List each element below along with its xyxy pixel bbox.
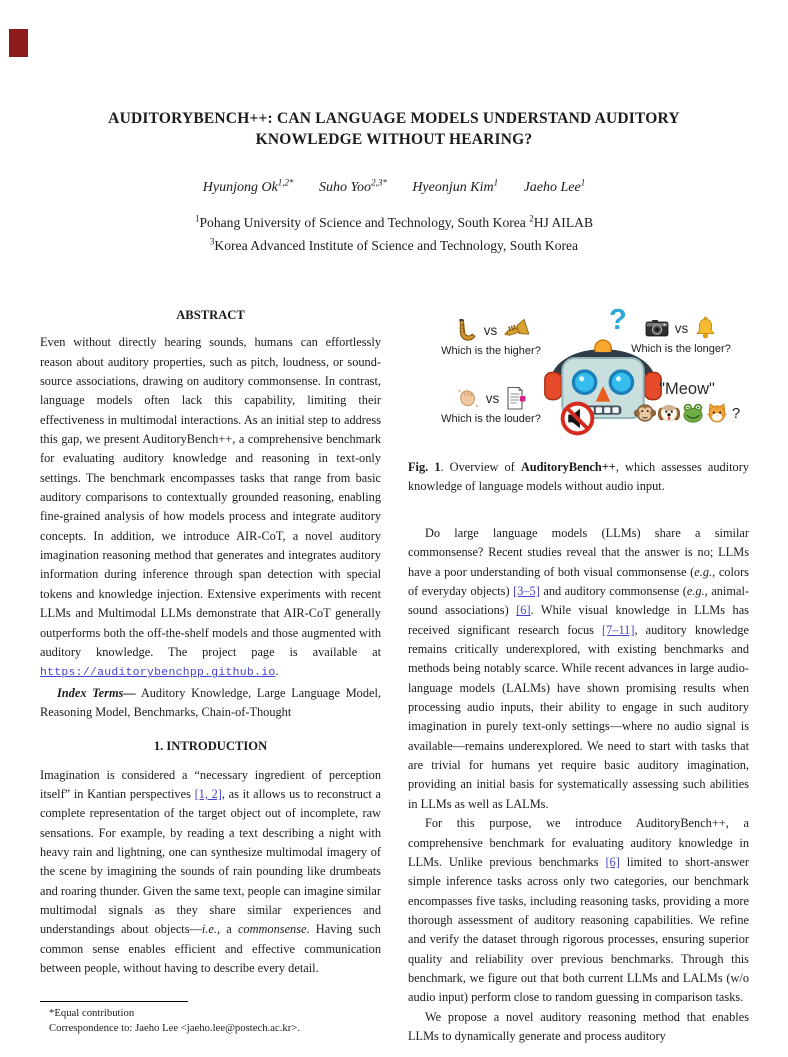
frog-icon [682,402,704,424]
cat-icon [706,402,728,424]
citation-link[interactable]: [1, 2] [194,786,222,801]
body-paragraph: We propose a novel auditory reasoning method that enables LLMs to dynamically generate and process auditory [408,1009,749,1043]
paper-title-line2: KNOWLEDGE WITHOUT HEARING? [255,131,533,148]
citation-link[interactable]: [6] [516,603,531,618]
trumpet-icon [503,318,529,342]
pair-caption: Which is the longer? [631,343,731,355]
author-name: Hyeonjun Kim$^1$ [412,177,499,195]
saxophone-icon [453,318,478,343]
figure-1 [408,302,749,454]
bell-icon [694,316,717,340]
author-name: Suho Yoo$^{2,3*}$ [319,177,387,195]
loudness-comparison-pair [425,384,557,425]
correspondence-email-link[interactable]: <jaeho.lee@postech.ac.kr> [180,1022,298,1034]
abstract-heading: ABSTRACT [176,308,245,322]
paper-title [0,108,788,150]
author-name: Hyunjong $Ok^{1,2*}$ [202,177,294,195]
introduction-heading: 1. INTRODUCTION [153,739,268,754]
affiliation-line: $^1$Pohang University of Science and Technology, South Korea $^2$HJ AILAB [194,213,594,230]
vs-label: vs [483,322,498,338]
footnote-equal-contribution: *Equal contribution [49,1007,135,1019]
affiliations [0,212,788,257]
meow-label: "Meow" [659,380,715,398]
vs-label: vs [485,390,500,406]
affiliation-line: $^3$Korea Advanced Institute of Science and Technology, South Korea [209,235,579,253]
paper-title-line1: AUDITORYBENCH++: CAN LANGUAGE MODELS UNDERSTAND AUDITORY [108,110,680,127]
dog-icon [658,402,680,424]
body-paragraph: For this purpose, we introduce AuditoryBench++, a comprehensive benchmark for evaluating auditory knowledge in LLMs. Unlike previous benchmarks [6] limited to short-answer simple inference tasks across only two categories, our benchmark encompasses five tasks, including reasoning tasks, providing a more thorough assessment of auditory reasoning capabilities. We refine and verify the dataset through rigorous processes, ensuring superior quality and reliability over previous benchmarks. Through this benchmark, we figure out that both current LLMs and LALMs (w/o audio input) perform close to random guessing in comparison tasks. [408,816,749,1005]
animals-question-mark: ? [731,404,741,422]
index-terms: Index Terms— Auditory Knowledge, Large Language Model, Reasoning Model, Benchmarks, Chain-of-Thought [40,685,382,719]
muted-speaker-icon [560,401,595,436]
intro-paragraph: Imagination is considered a “necessary ingredient of perception itself” in Kantian perspectives [1, 2], as it allows us to reconstruct a complete representation of the target object out of incomplete, raw sensations. For example, by reading a text describing a night with heavy rain and lightning, one can synthesize multimodal imagery of the scene by imagining the sounds of rain pounding like drumbeats and roaring thunder. Given the same text, people can imagine similar multimodal signals as they share similar experiences and understandings about objects—i.e., a commonsense. Having such common sense enables efficient and effective communication between people, without having to describe every detail. [40,767,382,975]
author-name: Jaeho Lee$^1$ [523,177,586,195]
citation-link[interactable]: [7–11] [602,622,635,637]
citation-link[interactable]: [6] [605,854,620,869]
pair-caption: Which is the higher? [441,345,541,357]
footnote-correspondence: Correspondence to: Jaeho Lee <jaeho.lee@postech.ac.kr>. [49,1022,300,1034]
body-paragraph: Do large language models (LLMs) share a similar commonsense? Recent studies reveal that the answer is no; LLMs have a poor understanding of both visual commonsense (e.g., colors of everyday objects) [3–5] and auditory commonsense (e.g., animal-sound associations) [6]. While visual knowledge in LLMs has received significant research focus [7–11], auditory knowledge remains critically underexplored, with existing benchmarks and methods being notably scarce. While recent advances in large audio-language models (LALMs) have shown promising results when processing audio inputs, their ability to engage in such auditory imagination in purely text-only settings—where no audio signal is available—remains underexplored. We need to start with tasks that are trivial for humans yet require basic auditory imagination, providing an initial basis for systematically assessing such abilities in LLMs as well as LALMs. [408,526,749,811]
monkey-icon [634,402,656,424]
project-page-link[interactable]: https://auditorybenchpp.github.io [40,667,276,680]
vs-label: vs [674,320,689,336]
blue-question-mark: ? [609,304,627,336]
clapping-hands-icon [456,386,480,410]
pair-caption: Which is the louder? [441,413,541,425]
left-column [40,306,381,978]
author-list [0,177,788,196]
figure-caption: Fig. 1. Overview of AuditoryBench++, which assesses auditory knowledge of language models without audio input. [408,460,749,494]
abstract-paragraph: Even without directly hearing sounds, humans can effortlessly reason about auditory properties, such as pitch, loudness, or sound-source associations, drawing on auditory commonsense. In contrast, language models often lack this capability, limiting their effectiveness in multimodal interactions. As an initial step to address this gap, we present AuditoryBench++, a comprehensive benchmark for evaluating auditory knowledge and reasoning in text-only settings. The benchmark encompasses tasks that range from basic auditory comparisons to contextually grounded reasoning, enabling fine-grained analysis of how models process and integrate auditory concepts. In addition, we introduce AIR-CoT, a novel auditory imagination reasoning method that generates and integrates auditory information during inference through span detection with special tokens and knowledge injection. Extensive experiments with recent LLMs and Multimodal LLMs demonstrate that AIR-CoT generally outperforms both the off-the-shelf models and those augmented with auditory knowledge. The project page is available at https://auditorybenchpp.github.io. [40,335,381,680]
meow-association-group [626,380,748,424]
citation-link[interactable]: [3–5] [513,584,540,599]
corner-red-marker [9,29,28,57]
footnote-block [40,1001,381,1036]
pitch-comparison-pair [425,316,557,357]
bookmark-document-icon [505,386,526,411]
right-column [408,524,749,1046]
footnote-rule [40,1001,188,1002]
